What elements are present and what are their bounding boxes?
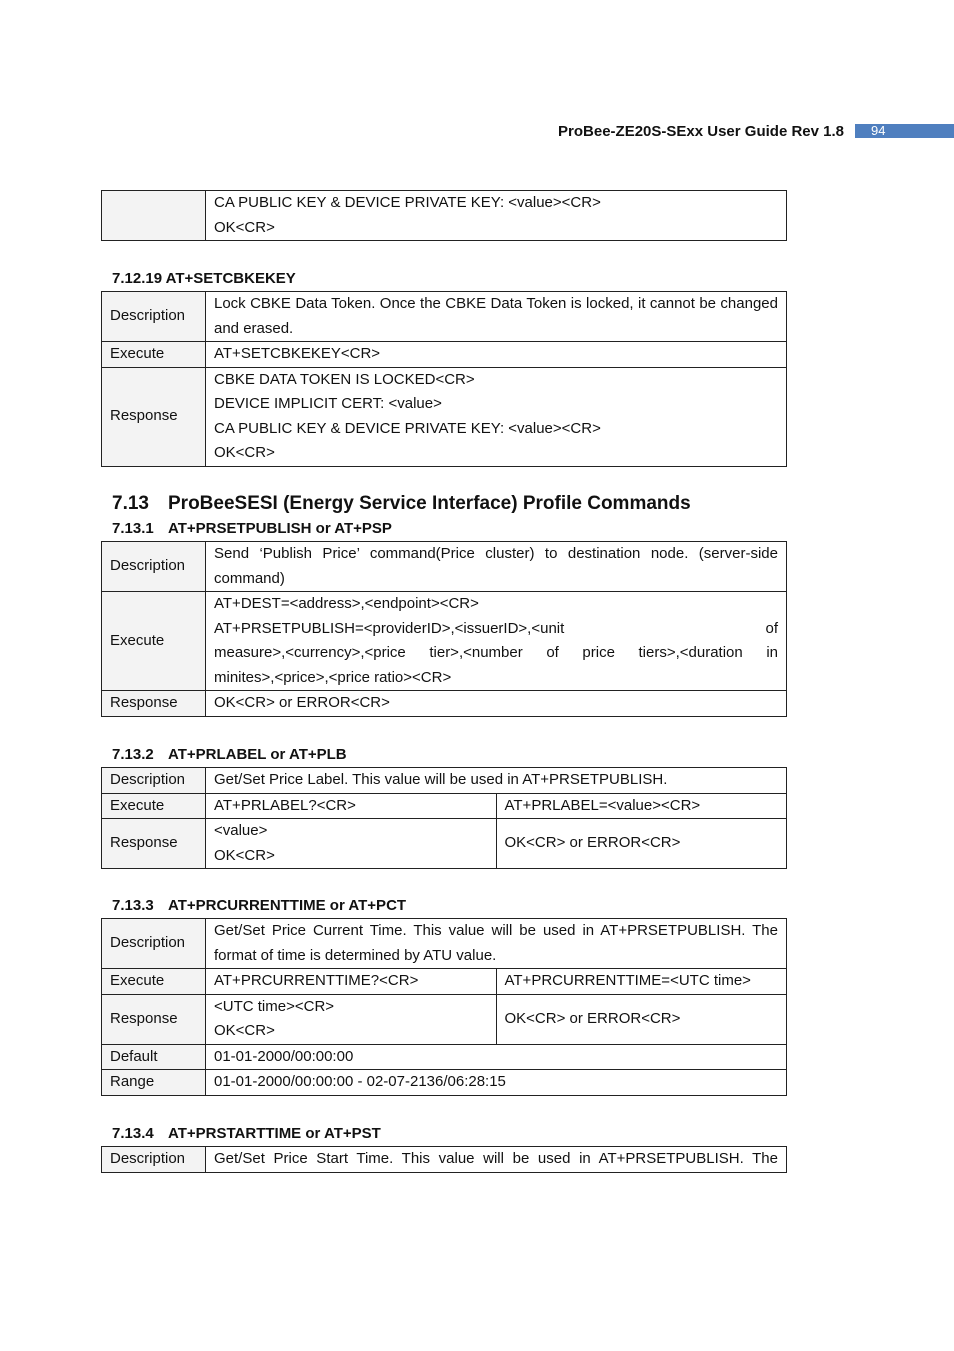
section-title: AT+PRLABEL or AT+PLB — [168, 746, 347, 763]
response-line: OK<CR> — [214, 1022, 275, 1039]
execute-cell: AT+SETCBKEKEY<CR> — [206, 342, 787, 368]
row-label-default: Default — [102, 1044, 206, 1070]
continuation-cell — [206, 191, 787, 241]
response-line: <value> — [214, 822, 268, 839]
execute-get-cell: AT+PRCURRENTTIME?<CR> — [206, 969, 497, 995]
execute-line: measure>,<currency>,<price tier>,<number of price tiers>,<duration in — [214, 644, 778, 661]
continuation-table — [101, 190, 787, 241]
table-prlabel — [101, 767, 787, 869]
row-label-description: Description — [102, 292, 206, 342]
empty-label-cell — [102, 191, 206, 241]
response-line: DEVICE IMPLICIT CERT: <value> — [214, 395, 442, 412]
table-prsetpublish — [101, 541, 787, 717]
execute-line: AT+DEST=<address>,<endpoint><CR> — [214, 595, 479, 612]
row-label-response: Response — [102, 994, 206, 1044]
response-get-cell — [206, 819, 497, 869]
continuation-line: OK<CR> — [214, 218, 275, 236]
response-cell: OK<CR> or ERROR<CR> — [206, 691, 787, 717]
row-label-response: Response — [102, 819, 206, 869]
response-line: CA PUBLIC KEY & DEVICE PRIVATE KEY: <value><CR> — [214, 419, 601, 437]
response-get-cell — [206, 994, 497, 1044]
description-cell: Get/Set Price Current Time. This value will be used in AT+PRSETPUBLISH. The format of time is determined by ATU value. — [206, 919, 787, 969]
row-label-response: Response — [102, 691, 206, 717]
table-setcbkekey — [101, 291, 787, 467]
section-number: 7.13.3 — [112, 897, 154, 914]
row-label-description: Description — [102, 768, 206, 794]
section-title: AT+PRSTARTTIME or AT+PST — [168, 1125, 381, 1142]
response-set-cell: OK<CR> or ERROR<CR> — [496, 994, 787, 1044]
row-label-description: Description — [102, 1147, 206, 1173]
response-cell — [206, 367, 787, 466]
table-prcurrenttime — [101, 918, 787, 1096]
response-set-cell: OK<CR> or ERROR<CR> — [496, 819, 787, 869]
execute-set-cell: AT+PRCURRENTTIME=<UTC time> — [496, 969, 787, 995]
section-title: AT+PRSETPUBLISH or AT+PSP — [168, 520, 392, 537]
response-line: CBKE DATA TOKEN IS LOCKED<CR> — [214, 370, 475, 388]
section-number: 7.13.1 — [112, 520, 154, 537]
section-heading-7-13 — [112, 493, 691, 515]
document-title: ProBee-ZE20S-SExx User Guide Rev 1.8 — [558, 123, 844, 140]
row-label-execute: Execute — [102, 969, 206, 995]
page-number: 94 — [855, 124, 954, 138]
section-title: AT+PRCURRENTTIME or AT+PCT — [168, 897, 407, 914]
section-heading-7-12-19: 7.12.19 AT+SETCBKEKEY — [112, 270, 296, 287]
section-number: 7.13.4 — [112, 1125, 154, 1142]
section-number: 7.13 — [112, 493, 149, 514]
row-label-range: Range — [102, 1070, 206, 1096]
row-label-execute: Execute — [102, 793, 206, 819]
description-cell: Lock CBKE Data Token. Once the CBKE Data Token is locked, it cannot be changed and erased. — [206, 292, 787, 342]
section-number: 7.13.2 — [112, 746, 154, 763]
section-heading-7-13-3 — [112, 897, 406, 914]
description-cell: Get/Set Price Label. This value will be used in AT+PRSETPUBLISH. — [206, 768, 787, 794]
execute-get-cell: AT+PRLABEL?<CR> — [206, 793, 497, 819]
continuation-line: CA PUBLIC KEY & DEVICE PRIVATE KEY: <value><CR> — [214, 194, 601, 211]
default-cell: 01-01-2000/00:00:00 — [206, 1044, 787, 1070]
row-label-response: Response — [102, 367, 206, 466]
section-heading-7-13-1 — [112, 520, 392, 537]
page-header — [0, 122, 954, 140]
execute-set-cell: AT+PRLABEL=<value><CR> — [496, 793, 787, 819]
row-label-description: Description — [102, 542, 206, 592]
row-label-execute: Execute — [102, 592, 206, 691]
table-prstarttime — [101, 1146, 787, 1173]
response-line: OK<CR> — [214, 846, 275, 864]
section-heading-7-13-2 — [112, 746, 347, 763]
row-label-execute: Execute — [102, 342, 206, 368]
response-line: OK<CR> — [214, 444, 275, 461]
execute-line: minites>,<price>,<price ratio><CR> — [214, 668, 452, 686]
section-title: ProBeeSESI (Energy Service Interface) Profile Commands — [168, 493, 691, 514]
row-label-description: Description — [102, 919, 206, 969]
execute-line: AT+PRSETPUBLISH=<providerID>,<issuerID>,<unit of — [214, 619, 778, 637]
section-heading-7-13-4 — [112, 1125, 381, 1142]
range-cell: 01-01-2000/00:00:00 - 02-07-2136/06:28:15 — [206, 1070, 787, 1096]
execute-cell — [206, 592, 787, 691]
description-cell: Send ‘Publish Price’ command(Price cluster) to destination node. (server-side command) — [206, 542, 787, 592]
description-cell: Get/Set Price Start Time. This value will be used in AT+PRSETPUBLISH. The — [206, 1147, 787, 1173]
response-line: <UTC time><CR> — [214, 997, 335, 1015]
